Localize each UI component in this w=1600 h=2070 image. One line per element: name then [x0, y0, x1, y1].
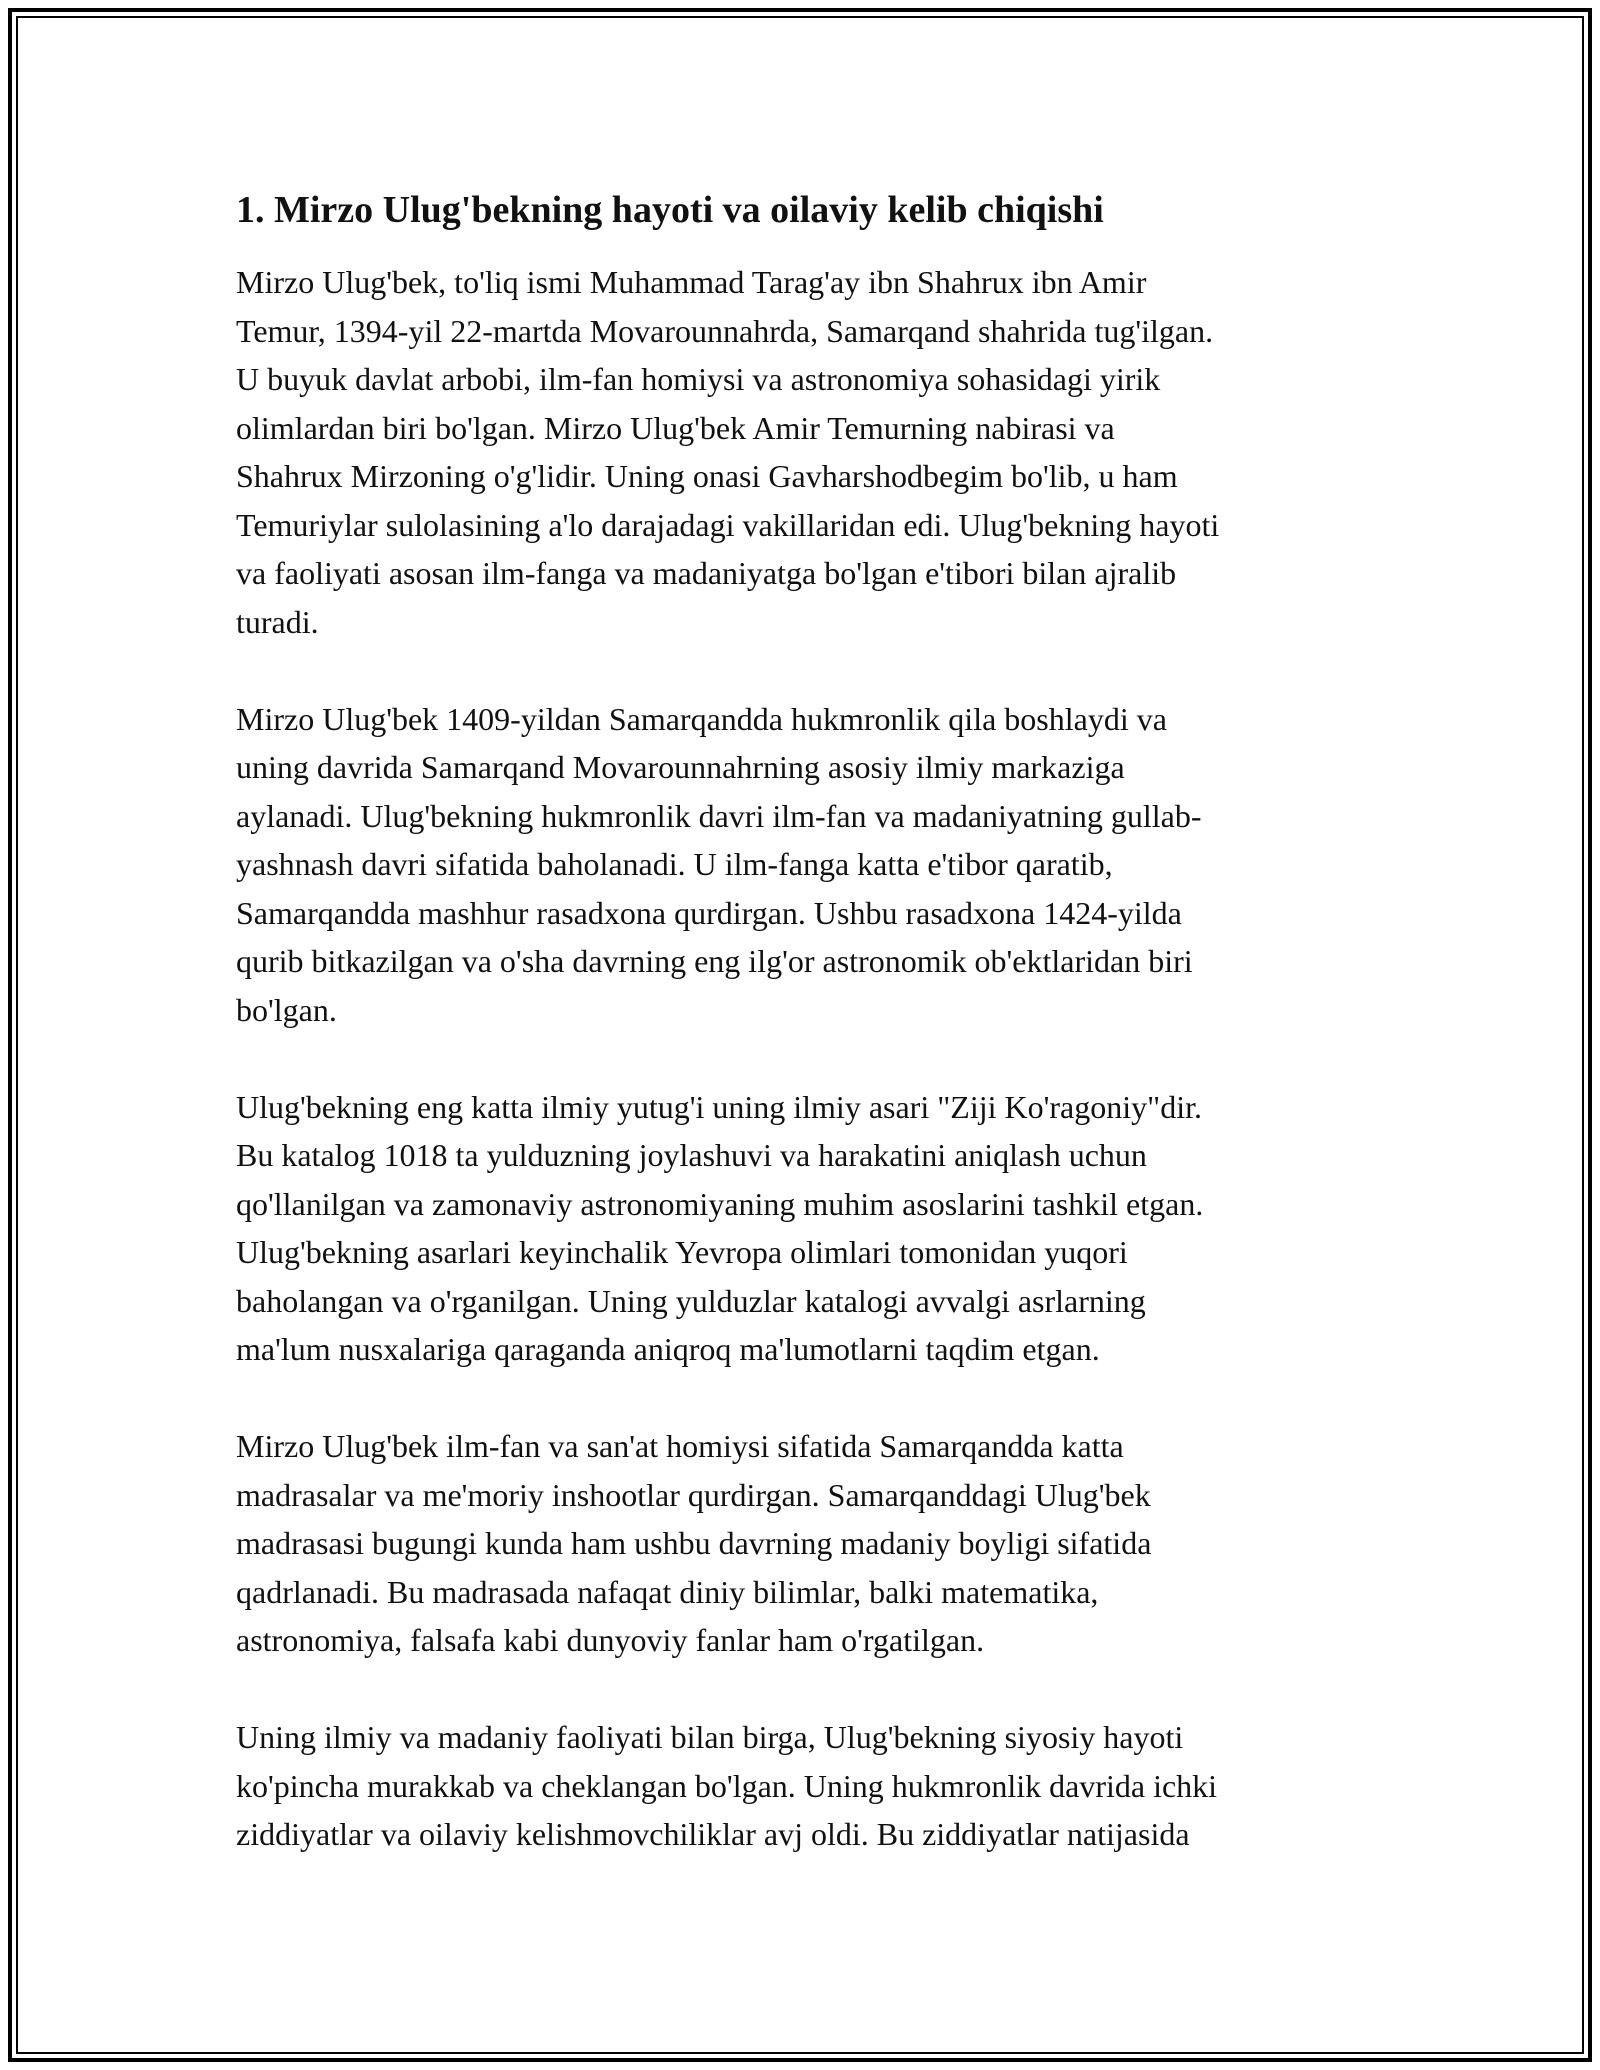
paragraph-line: olimlardan biri bo'lgan. Mirzo Ulug'bek Amir Temurning nabirasi va [236, 409, 1115, 446]
paragraph-line: Shahrux Mirzoning o'g'lidir. Uning onasi Gavharshodbegim bo'lib, u ham [236, 458, 1178, 494]
paragraph-line: Mirzo Ulug'bek ilm-fan va san'at homiysi sifatida Samarqandda katta [236, 1428, 1124, 1464]
paragraph-4 [236, 1422, 1376, 1665]
paragraph-line: baholangan va o'rganilgan. Uning yulduzlar katalogi avvalgi asrlarning [236, 1282, 1146, 1319]
paragraph-line: uning davrida Samarqand Movarounnahrning asosiy ilmiy markaziga [236, 749, 1125, 785]
paragraph-line: va faoliyati asosan ilm-fanga va madaniyatga bo'lgan e'tibori bilan ajralib [236, 555, 1177, 591]
paragraph-line: qadrlanadi. Bu madrasada nafaqat diniy bilimlar, balki matematika, [236, 1573, 1099, 1610]
paragraph-line: yashnash davri sifatida baholanadi. U ilm-fanga katta e'tibor qaratib, [236, 846, 1113, 882]
paragraph-line: Ulug'bekning eng katta ilmiy yutug'i uning ilmiy asari "Ziji Ko'ragoniy"dir. [236, 1088, 1202, 1125]
paragraph-line: bo'lgan. [236, 991, 337, 1028]
paragraph-line: aylanadi. Ulug'bekning hukmronlik davri ilm-fan va madaniyatning gullab- [236, 797, 1202, 834]
paragraph-line: Mirzo Ulug'bek 1409-yildan Samarqandda hukmronlik qila boshlaydi va [236, 700, 1167, 737]
document-body [236, 186, 1376, 1907]
paragraph-line: ko'pincha murakkab va cheklangan bo'lgan. Uning hukmronlik davrida ichki [236, 1767, 1218, 1804]
paragraph-2 [236, 695, 1376, 1035]
paragraph-1 [236, 258, 1376, 646]
paragraph-line: qo'llanilgan va zamonaviy astronomiyaning muhim asoslarini tashkil etgan. [236, 1185, 1204, 1222]
paragraph-5 [236, 1713, 1376, 1859]
paragraph-line: ziddiyatlar va oilaviy kelishmovchiliklar avj oldi. Bu ziddiyatlar natijasida [236, 1816, 1190, 1852]
paragraph-line: madrasalar va me'moriy inshootlar qurdirgan. Samarqanddagi Ulug'bek [236, 1476, 1151, 1513]
paragraph-container [236, 258, 1376, 1859]
paragraph-line: U buyuk davlat arbobi, ilm-fan homiysi va astronomiya sohasidagi yirik [236, 361, 1161, 397]
paragraph-line: astronomiya, falsafa kabi dunyoviy fanlar ham o'rgatilgan. [236, 1622, 985, 1658]
paragraph-line: Mirzo Ulug'bek, to'liq ismi Muhammad Tarag'ay ibn Shahrux ibn Amir [236, 264, 1147, 300]
section-heading: 1. Mirzo Ulug'bekning hayoti va oilaviy kelib chiqishi [236, 189, 1104, 231]
paragraph-line: turadi. [236, 603, 319, 640]
paragraph-line: Temur, 1394-yil 22-martda Movarounnahrda, Samarqand shahrida tug'ilgan. [236, 312, 1214, 349]
paragraph-line: Uning ilmiy va madaniy faoliyati bilan birga, Ulug'bekning siyosiy hayoti [236, 1719, 1184, 1755]
paragraph-line: Bu katalog 1018 ta yulduzning joylashuvi va harakatini aniqlash uchun [236, 1137, 1147, 1173]
paragraph-line: qurib bitkazilgan va o'sha davrning eng ilg'or astronomik ob'ektlaridan biri [236, 943, 1193, 979]
paragraph-3 [236, 1083, 1376, 1374]
paragraph-line: ma'lum nusxalariga qaraganda aniqroq ma'lumotlarni taqdim etgan. [236, 1331, 1100, 1367]
paragraph-line: Samarqandda mashhur rasadxona qurdirgan. Ushbu rasadxona 1424-yilda [236, 894, 1182, 931]
paragraph-line: madrasasi bugungi kunda ham ushbu davrning madaniy boyligi sifatida [236, 1525, 1152, 1561]
paragraph-line: Ulug'bekning asarlari keyinchalik Yevropa olimlari tomonidan yuqori [236, 1234, 1128, 1270]
paragraph-line: Temuriylar sulolasining a'lo darajadagi vakillaridan edi. Ulug'bekning hayoti [236, 506, 1220, 543]
